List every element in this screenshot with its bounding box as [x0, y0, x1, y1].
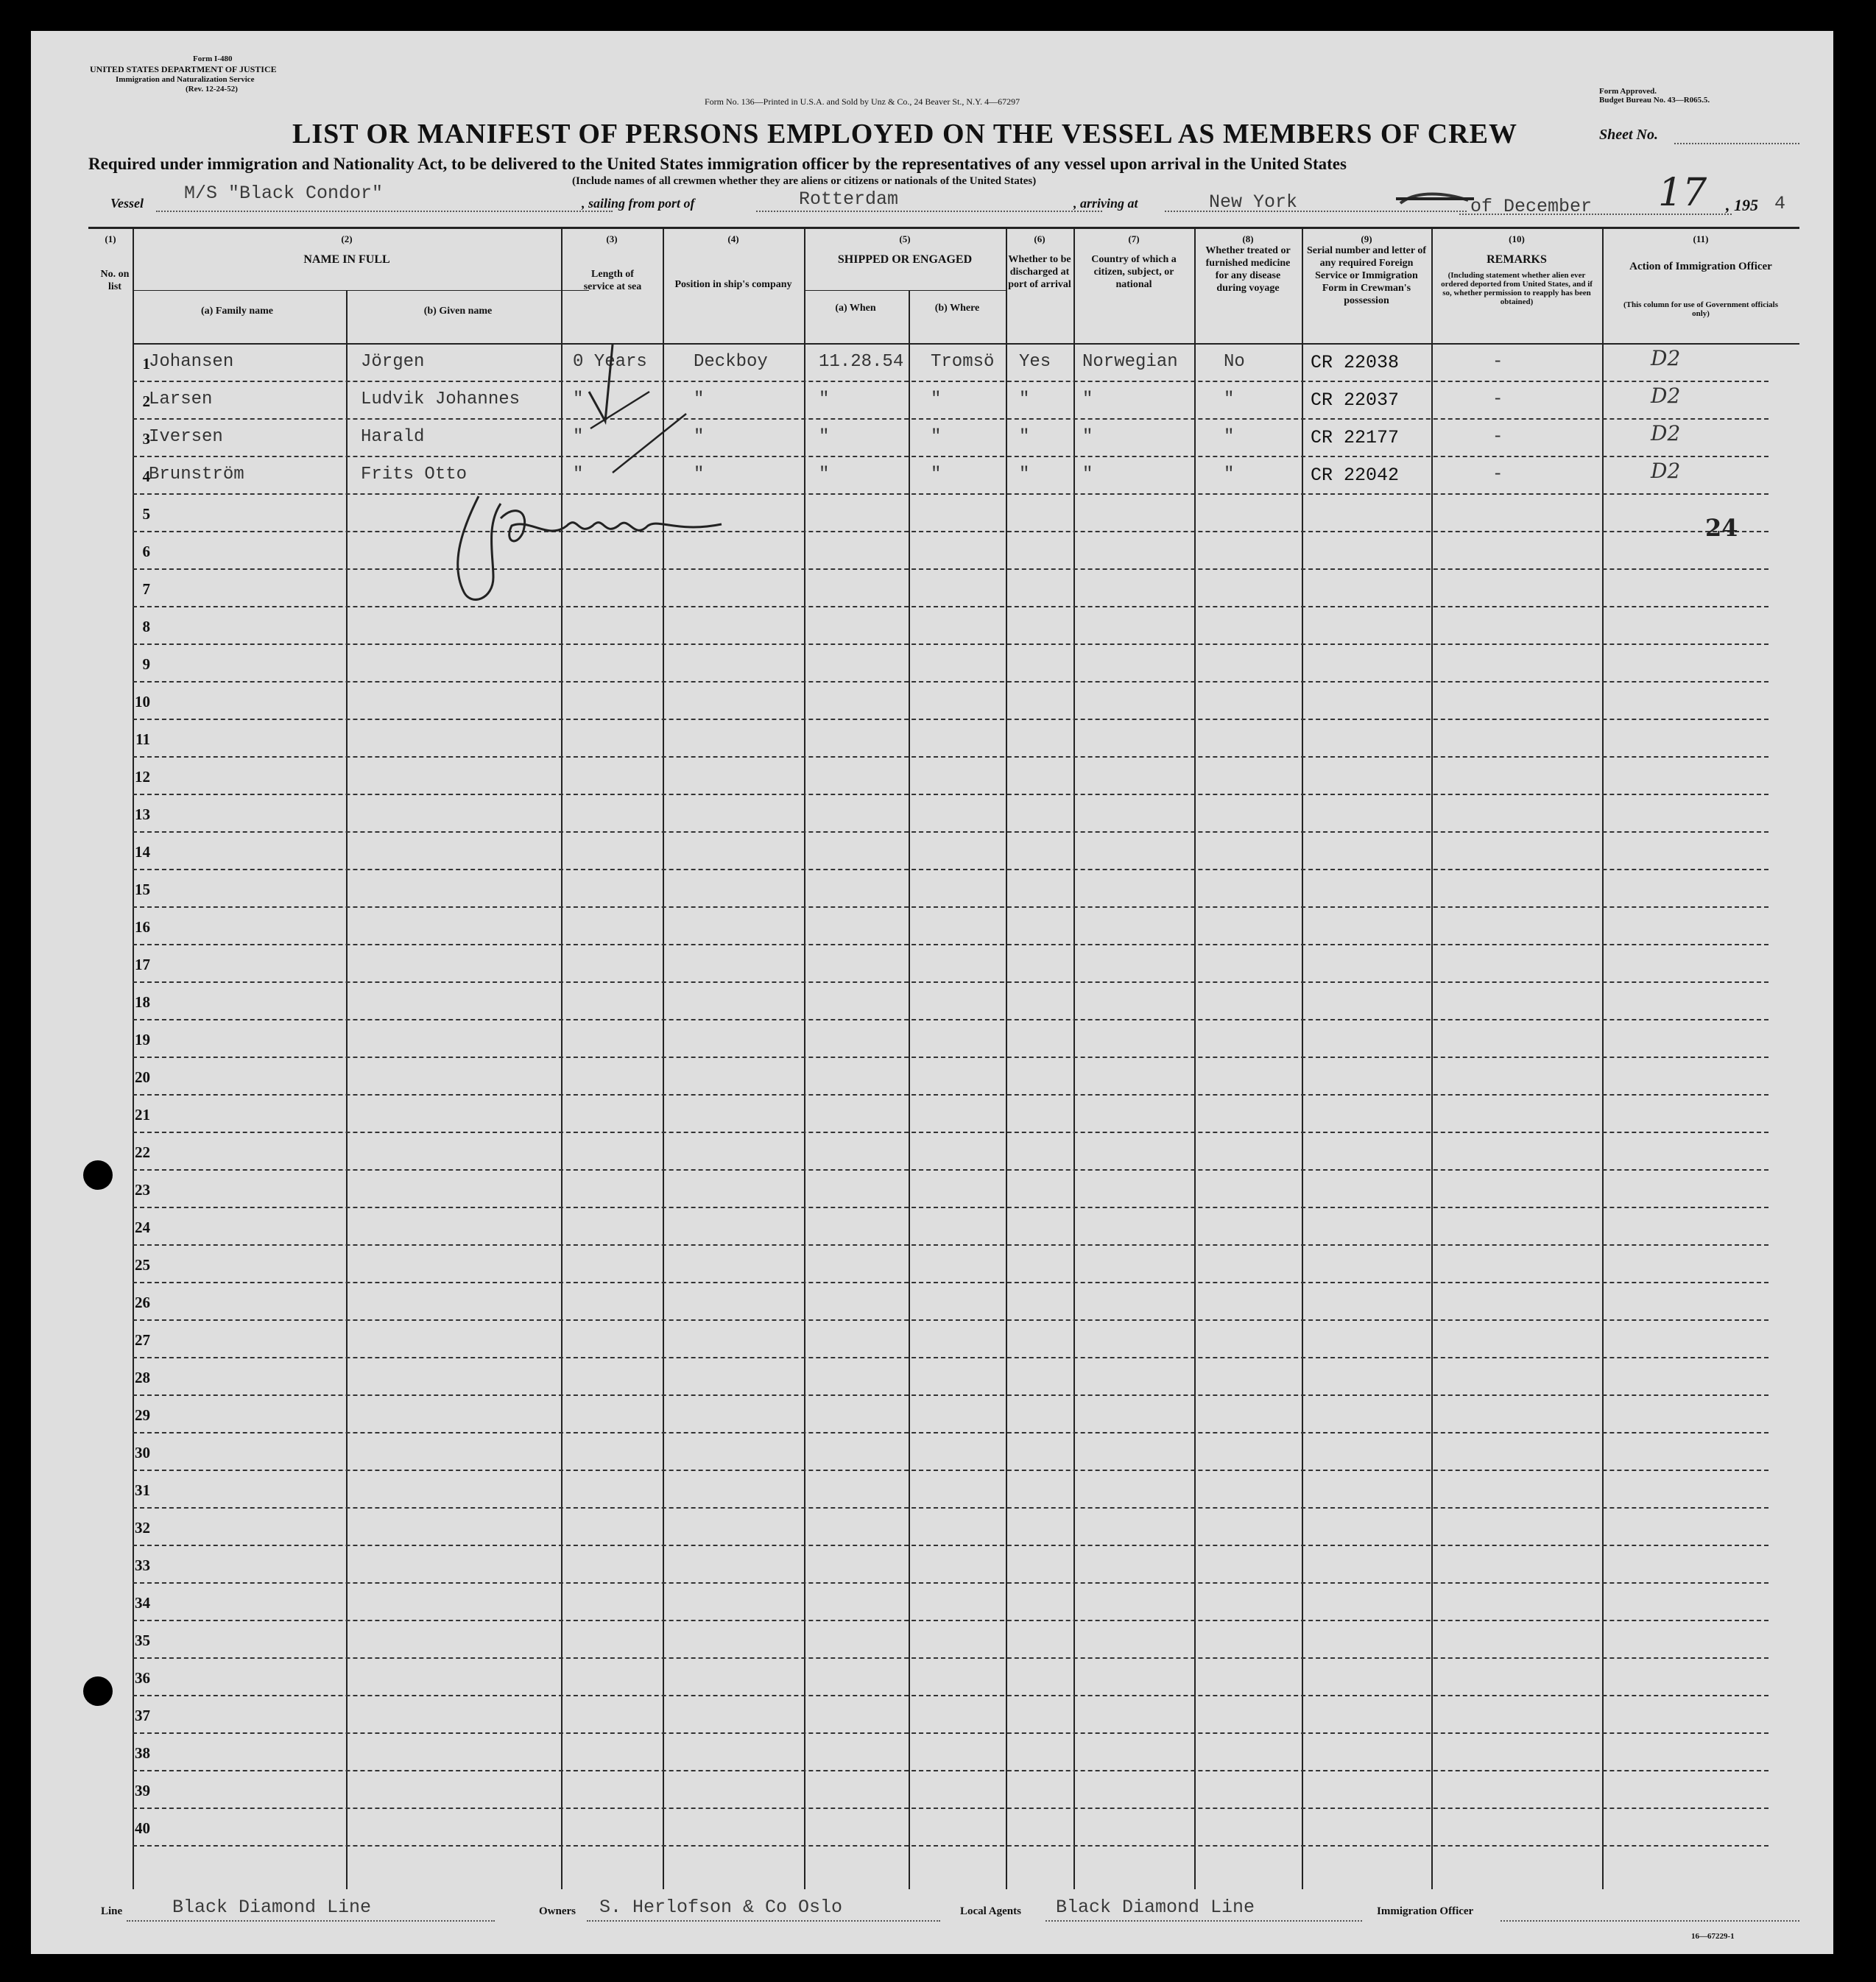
- col-where: (b) Where: [934, 303, 980, 314]
- row-number: 23: [135, 1181, 150, 1199]
- row-divider: [133, 1808, 1769, 1809]
- include-note: (Include names of all crewmen whether they are aliens or citizens or nationals of the United States): [572, 175, 1037, 187]
- punch-hole: [83, 1160, 113, 1190]
- row-divider: [133, 456, 1769, 457]
- crew-country: ": [1082, 465, 1093, 484]
- owners-value: S. Herlofson & Co Oslo: [599, 1897, 843, 1918]
- row-number: 27: [135, 1331, 150, 1349]
- officer-label: Immigration Officer: [1377, 1905, 1474, 1917]
- col-discharged: Whether to be discharged at port of arrival: [1008, 254, 1071, 290]
- required-note: Required under immigration and Nationality Act, to be delivered to the United States immigration officer by the representatives of any vessel upon arrival in the United States: [88, 155, 1347, 173]
- crew-where: Tromsö: [931, 352, 995, 372]
- col-remarks: REMARKS: [1487, 253, 1547, 266]
- crew-service: ": [573, 389, 584, 409]
- crew-serial: CR 22177: [1311, 427, 1400, 448]
- row-divider: [133, 381, 1769, 382]
- crew-when: ": [819, 427, 830, 447]
- sheet-underline: [1674, 143, 1799, 144]
- crew-family: Iversen: [149, 427, 223, 447]
- crew-position: Deckboy: [694, 352, 768, 372]
- col-remarks-note: (Including statement whether alien ever ordered deported from United States, and if so, whether permission to reapply has been obtained): [1441, 271, 1593, 306]
- crew-given: Ludvik Johannes: [361, 389, 521, 409]
- row-number: 13: [135, 805, 150, 823]
- crew-serial: CR 22038: [1311, 352, 1400, 373]
- sheet-label: Sheet No.: [1599, 127, 1658, 143]
- crew-when: ": [819, 389, 830, 409]
- crew-when: ": [819, 465, 830, 484]
- crew-family: Johansen: [149, 352, 234, 372]
- row-divider: [133, 643, 1769, 645]
- crew-medicine: No: [1224, 352, 1245, 372]
- sailing-label: , sailing from port of: [582, 196, 695, 211]
- row-number: 33: [135, 1556, 150, 1574]
- row-number: 5: [142, 505, 150, 523]
- arriving-label: , arriving at: [1073, 196, 1138, 211]
- row-number: 3: [142, 430, 150, 448]
- handwritten-signature: [420, 482, 744, 621]
- crew-position: ": [694, 427, 705, 447]
- row-divider: [133, 1207, 1769, 1208]
- crew-service: ": [573, 427, 584, 447]
- crew-remarks: -: [1492, 352, 1503, 372]
- col-country: Country of which a citizen, subject, or national: [1091, 254, 1177, 290]
- struck-text: [1394, 188, 1475, 209]
- crew-discharged: ": [1019, 465, 1030, 484]
- row-number: 14: [135, 843, 150, 861]
- row-divider: [133, 719, 1769, 720]
- row-number: 40: [135, 1819, 150, 1837]
- row-divider: [133, 1695, 1769, 1696]
- row-number: 36: [135, 1669, 150, 1687]
- row-number: 16: [135, 918, 150, 936]
- row-divider: [133, 531, 1769, 532]
- crew-where: ": [931, 389, 942, 409]
- row-number: 18: [135, 993, 150, 1011]
- crew-family: Brunström: [149, 465, 244, 484]
- row-divider: [133, 1094, 1769, 1096]
- row-number: 4: [142, 468, 150, 485]
- col-action-note: (This column for use of Government officials only): [1623, 300, 1778, 318]
- row-number: 24: [135, 1219, 150, 1236]
- crew-medicine: ": [1224, 427, 1235, 447]
- row-number: 17: [135, 956, 150, 973]
- form-number: Form I-480: [193, 54, 233, 63]
- col-no-on-list: No. on list: [100, 269, 130, 292]
- form-approved: Form Approved.: [1599, 87, 1657, 96]
- year-digit: 4: [1774, 193, 1786, 214]
- row-divider: [133, 944, 1769, 945]
- row-divider: [133, 418, 1769, 420]
- row-divider: [133, 1845, 1769, 1847]
- service: Immigration and Naturalization Service: [116, 75, 255, 84]
- row-divider: [133, 869, 1769, 870]
- col-given-name: (b) Given name: [423, 306, 493, 317]
- year-prefix: , 195: [1726, 196, 1758, 214]
- row-number: 37: [135, 1707, 150, 1724]
- annotation-number: 24: [1705, 514, 1738, 542]
- crew-given: Jörgen: [361, 352, 425, 372]
- crew-medicine: ": [1224, 465, 1235, 484]
- row-number: 2: [142, 392, 150, 410]
- vessel-name: M/S "Black Condor": [184, 183, 384, 204]
- row-divider: [133, 1132, 1769, 1133]
- row-divider: [133, 1732, 1769, 1734]
- row-divider: [133, 1319, 1769, 1321]
- col-medicine: Whether treated or furnished medicine for any disease during voyage: [1205, 245, 1291, 294]
- printer-note: Form No. 136—Printed in U.S.A. and Sold by Unz & Co., 24 Beaver St., N.Y. 4—67297: [705, 96, 1020, 107]
- crew-position: ": [694, 465, 705, 484]
- line-value: Black Diamond Line: [172, 1897, 372, 1918]
- crew-position: ": [694, 389, 705, 409]
- col-name-in-full: NAME IN FULL: [303, 253, 390, 266]
- arrival-port: New York: [1209, 191, 1298, 213]
- col-family-name: (a) Family name: [201, 306, 273, 317]
- row-divider: [133, 1507, 1769, 1509]
- crew-action: D2: [1651, 346, 1681, 370]
- budget-bureau: Budget Bureau No. 43—R065.5.: [1599, 96, 1710, 105]
- row-divider: [133, 794, 1769, 795]
- crew-remarks: -: [1492, 427, 1503, 447]
- row-divider: [133, 1582, 1769, 1584]
- col-shipped-or-engaged: SHIPPED OR ENGAGED: [837, 253, 973, 266]
- row-number: 26: [135, 1294, 150, 1311]
- col-serial-number: Serial number and letter of any required Foreign Service or Immigration Form in Crewman's possession: [1306, 245, 1427, 306]
- row-divider: [133, 568, 1769, 570]
- owners-label: Owners: [539, 1905, 576, 1917]
- crew-country: Norwegian: [1082, 352, 1178, 372]
- row-number: 7: [142, 580, 150, 598]
- row-number: 34: [135, 1594, 150, 1612]
- crew-when: 11.28.54: [819, 352, 904, 372]
- crew-remarks: -: [1492, 465, 1503, 484]
- row-number: 12: [135, 768, 150, 786]
- agents-label: Local Agents: [960, 1905, 1021, 1917]
- row-divider: [133, 1057, 1769, 1058]
- crew-medicine: ": [1224, 389, 1235, 409]
- row-number: 11: [135, 730, 150, 748]
- row-divider: [133, 493, 1769, 495]
- row-divider: [133, 906, 1769, 908]
- crew-given: Harald: [361, 427, 425, 447]
- row-divider: [133, 981, 1769, 983]
- row-number: 25: [135, 1256, 150, 1274]
- col-when: (a) When: [835, 303, 876, 314]
- row-number: 31: [135, 1481, 150, 1499]
- col-position: Position in ship's company: [674, 279, 792, 290]
- row-number: 20: [135, 1068, 150, 1086]
- row-number: 15: [135, 881, 150, 898]
- arrival-day: 17: [1658, 171, 1707, 215]
- row-number: 9: [142, 655, 150, 673]
- row-divider: [133, 1169, 1769, 1171]
- row-divider: [133, 1545, 1769, 1546]
- row-divider: [133, 1282, 1769, 1283]
- vessel-label: Vessel: [110, 196, 144, 211]
- agents-value: Black Diamond Line: [1056, 1897, 1255, 1918]
- revision: (Rev. 12-24-52): [186, 85, 238, 94]
- row-divider: [133, 1432, 1769, 1433]
- row-number: 29: [135, 1406, 150, 1424]
- punch-hole: [83, 1676, 113, 1706]
- footer-code: 16—67229-1: [1691, 1932, 1735, 1941]
- row-divider: [133, 1394, 1769, 1396]
- row-divider: [133, 1244, 1769, 1246]
- row-divider: [133, 831, 1769, 833]
- row-number: 28: [135, 1369, 150, 1386]
- row-number: 22: [135, 1143, 150, 1161]
- crew-discharged: ": [1019, 427, 1030, 447]
- col-length-of-service: Length of service at sea: [583, 269, 642, 292]
- page-title: LIST OR MANIFEST OF PERSONS EMPLOYED ON THE VESSEL AS MEMBERS OF CREW: [292, 119, 1517, 149]
- line-label: Line: [101, 1905, 123, 1917]
- row-number: 39: [135, 1782, 150, 1799]
- crew-where: ": [931, 465, 942, 484]
- row-number: 21: [135, 1106, 150, 1124]
- row-number: 1: [142, 355, 150, 373]
- row-number: 32: [135, 1519, 150, 1537]
- crew-serial: CR 22042: [1311, 465, 1400, 486]
- row-divider: [133, 756, 1769, 758]
- row-number: 38: [135, 1744, 150, 1762]
- crew-discharged: Yes: [1019, 352, 1051, 372]
- row-divider: [133, 1657, 1769, 1659]
- crew-where: ": [931, 427, 942, 447]
- manifest-sheet: Form I-480 UNITED STATES DEPARTMENT OF JUSTICE Immigration and Naturalization Service (Rev. 12-24-52) Form No. 136—Printed in U.S.A. and Sold by Unz & Co., 24 Beaver St., N.Y. 4—67297 Form Approved. Budget Bureau No. 43—R065.5. LIST OR MANIFEST OF PERSONS EMPLOYED ON THE VESSEL AS MEMBERS OF CREW Sheet No. Required under immigration and Nationality Act, to be delivered to the United States immigration officer by the representatives of any vessel upon arrival in the United States (Include names of all crewmen whether they are aliens or citizens or nationals of the United States) Vessel M/S "Black Condor" , sailing from port of Rotterdam , arriving at New York of December 17 , 195 4 (1) No. on list (2) NAME IN FULL (a) Family name (b) Given name (3) Length of service at sea (4) Position in ship's company (5) SHIPPED OR ENGAGED (a) When (b) Where (6) Whether to be discharged at port of arrival (7) Country of which a citizen, subject, or national (8) Whether treated or furnished medicine for any disease during voyage (9) Serial number and letter of any required Foreign Service or Immigration Form in Crewman's possession (10) REMARKS (Including statement whether alien ever ordered deported from United States, and if so, whether permission to reapply has been obtained) (11) Action of Immigration Officer (This column for use of Government officials only) 1 Johansen Jörgen 0 Years Deckboy 11.28.54 Tromsö Yes Norwegian No CR 22038 - D2 2 Larsen Ludvik Johannes " " " " " " " CR 22037 - D2 3 Iversen Harald " " " " " " " CR 22177 - D2 4 Brunström Frits Otto " " " " " " " CR 22042 - D2 5 6 7 8 9 10 11 12 13 14 15 16 17 18 19 20 21 22 23 24 25 26 27 28 29 30 31 32 33 34 35 36 37 38 39 40 24 Line Black Diamond Line Owners S. Herlofson & Co Oslo Local Agents Black Diamond Line Immigration Officer 16—67229-1: [31, 31, 1833, 1954]
- crew-action: D2: [1651, 421, 1681, 445]
- row-number: 35: [135, 1632, 150, 1649]
- crew-country: ": [1082, 427, 1093, 447]
- row-number: 30: [135, 1444, 150, 1461]
- crew-action: D2: [1651, 459, 1681, 483]
- crew-family: Larsen: [149, 389, 213, 409]
- row-number: 10: [135, 693, 150, 710]
- row-number: 19: [135, 1031, 150, 1048]
- crew-serial: CR 22037: [1311, 389, 1400, 411]
- row-divider: [133, 1357, 1769, 1358]
- crew-given: Frits Otto: [361, 465, 468, 484]
- crew-action: D2: [1651, 384, 1681, 408]
- crew-remarks: -: [1492, 389, 1503, 409]
- row-number: 8: [142, 618, 150, 635]
- row-divider: [133, 681, 1769, 683]
- col-action: Action of Immigration Officer: [1629, 261, 1772, 272]
- arrival-date-text: of December: [1470, 196, 1593, 217]
- crew-country: ": [1082, 389, 1093, 409]
- row-divider: [133, 1770, 1769, 1771]
- row-divider: [133, 1470, 1769, 1471]
- crew-service: 0 Years: [573, 352, 647, 372]
- departure-port: Rotterdam: [799, 188, 899, 210]
- department: UNITED STATES DEPARTMENT OF JUSTICE: [90, 64, 277, 74]
- row-divider: [133, 1019, 1769, 1020]
- row-divider: [133, 606, 1769, 607]
- crew-service: ": [573, 465, 584, 484]
- row-number: 6: [142, 543, 150, 560]
- row-divider: [133, 1620, 1769, 1621]
- crew-discharged: ": [1019, 389, 1030, 409]
